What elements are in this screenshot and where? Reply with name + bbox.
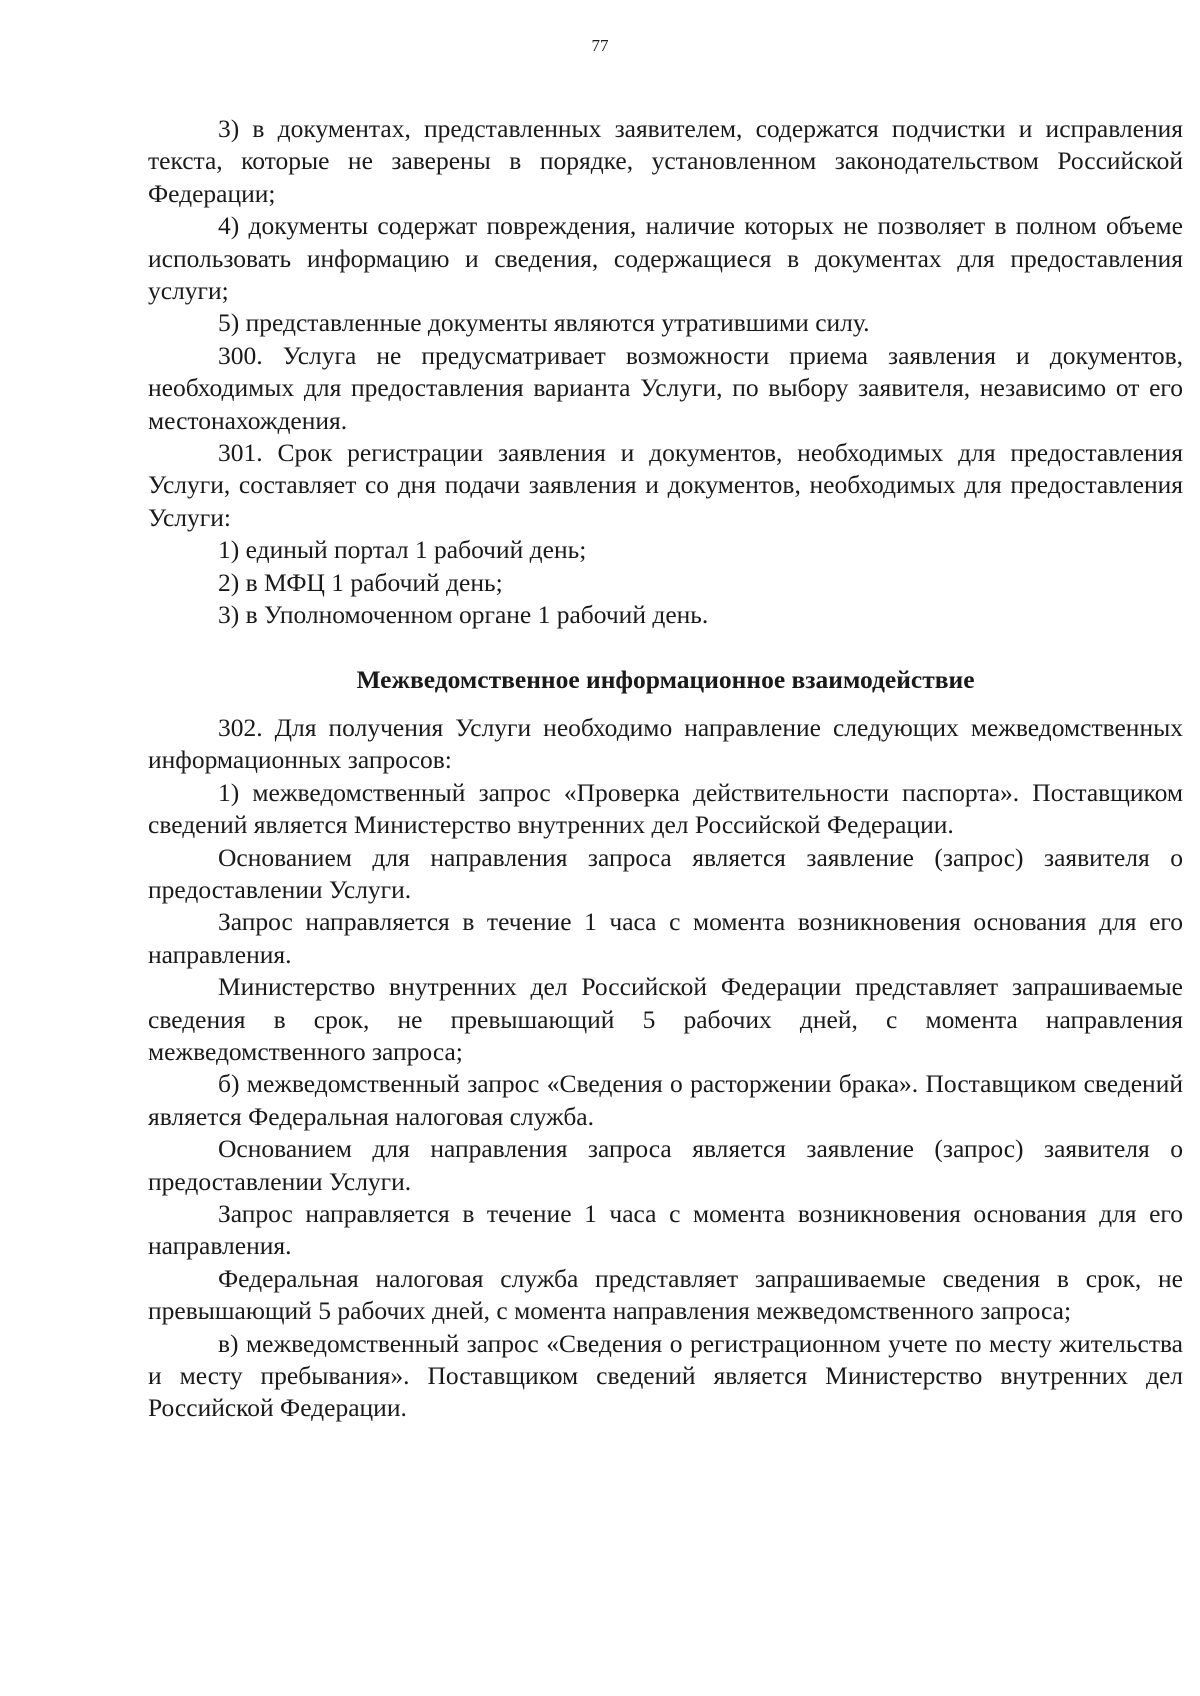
paragraph-provider-1: Министерство внутренних дел Российской Федерации представляет запрашиваемые сведения в срок, не превышающий 5 рабочих дней, с момента направления межведомственного запроса; xyxy=(148,972,1183,1066)
paragraph-302-item-b: б) межведомственный запрос «Сведения о расторжении брака». Поставщиком сведений является Федеральная налоговая служба. xyxy=(148,1069,1183,1131)
paragraph-item-4: 4) документы содержат повреждения, наличие которых не позволяет в полном объеме использовать информацию и сведения, содержащиеся в документах для предоставления услуги; xyxy=(148,211,1183,306)
paragraph-302-item-v: в) межведомственный запрос «Сведения о регистрационном учете по месту жительства и месту пребывания». Поставщиком сведений является Министерство внутренних дел Российской Федерации. xyxy=(148,1328,1183,1423)
page-number: 77 xyxy=(591,36,609,55)
paragraph-302-item-1: 1) межведомственный запрос «Проверка действительности паспорта». Поставщиком сведений является Министерство внутренних дел Российской Федерации. xyxy=(148,777,1183,840)
paragraph-301-item-3: 3) в Уполномоченном органе 1 рабочий день. xyxy=(218,600,709,630)
paragraph-item-3: 3) в документах, представленных заявителем, содержатся подчистки и исправления текста, которые не заверены в порядке, установленном законодательством Российской Федерации; xyxy=(148,114,1183,208)
paragraph-301: 301. Срок регистрации заявления и документов, необходимых для предоставления Услуги, составляет со дня подачи заявления и документов, необходимых для предоставления Услуги: xyxy=(148,438,1183,532)
spacer xyxy=(148,632,1183,664)
paragraph-provider-2: Федеральная налоговая служба представляет запрашиваемые сведения в срок, не превышающий 5 рабочих дней, с момента направления межведомственного запроса; xyxy=(148,1263,1183,1326)
spacer xyxy=(148,696,1183,712)
paragraph-302: 302. Для получения Услуги необходимо направление следующих межведомственных информационных запросов: xyxy=(148,712,1183,775)
paragraph-item-5: 5) представленные документы являются утратившими силу. xyxy=(218,308,870,338)
paragraph-basis-2: Основанием для направления запроса является заявление (запрос) заявителя о предоставлении Услуги. xyxy=(148,1134,1183,1196)
paragraph-timing-2: Запрос направляется в течение 1 часа с момента возникновения основания для его направления. xyxy=(148,1199,1183,1261)
section-heading: Межведомственное информационное взаимодействие xyxy=(356,664,975,694)
paragraph-timing-1: Запрос направляется в течение 1 часа с момента возникновения основания для его направления. xyxy=(148,907,1183,969)
paragraph-301-item-1: 1) единый портал 1 рабочий день; xyxy=(218,535,587,565)
paragraph-300: 300. Услуга не предусматривает возможности приема заявления и документов, необходимых для предоставления варианта Услуги, по выбору заявителя, независимо от его местонахождения. xyxy=(148,340,1183,435)
document-body xyxy=(148,113,1183,1425)
paragraph-basis-1: Основанием для направления запроса является заявление (запрос) заявителя о предоставлении Услуги. xyxy=(148,842,1183,904)
paragraph-301-item-2: 2) в МФЦ 1 рабочий день; xyxy=(218,567,503,597)
